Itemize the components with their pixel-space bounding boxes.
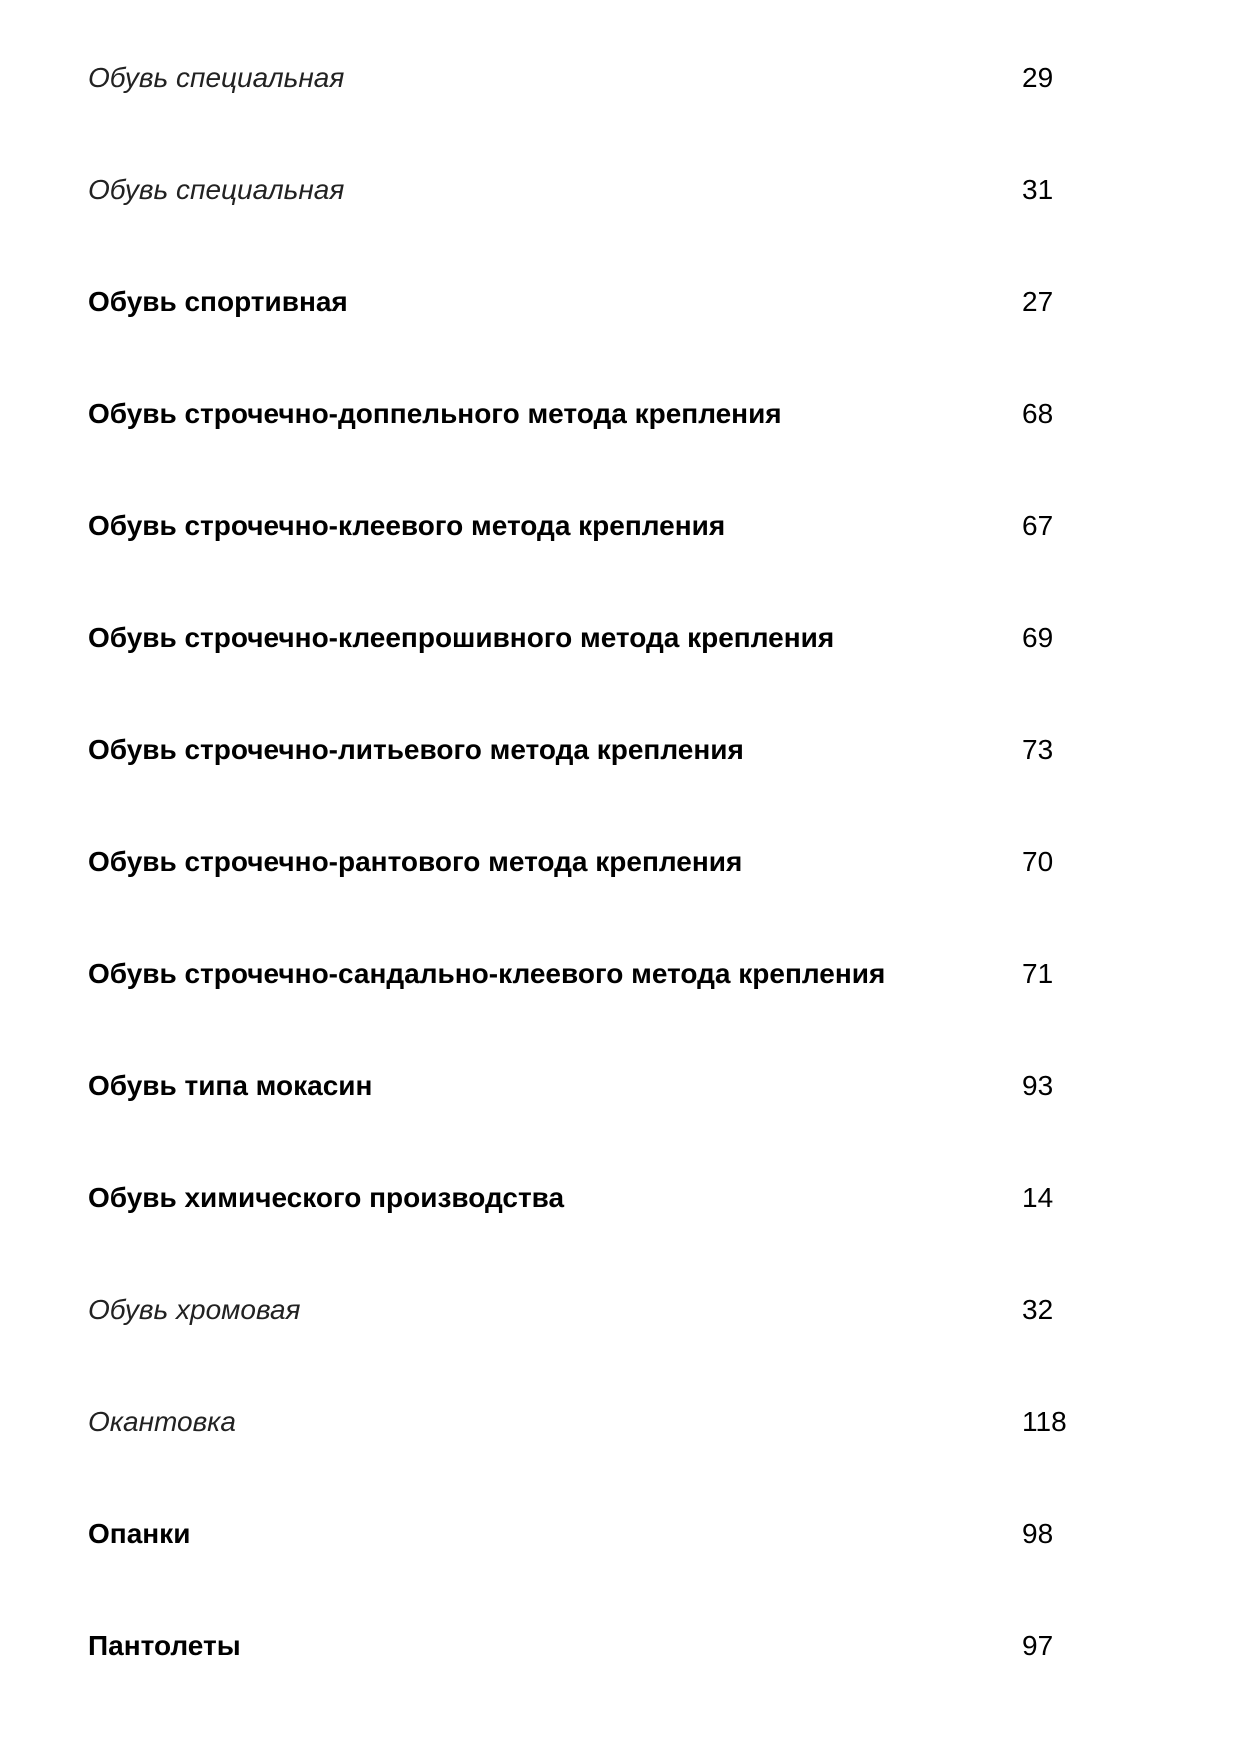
index-term: Опанки [88, 1518, 191, 1549]
index-term: Обувь специальная [88, 62, 345, 93]
index-entry [0, 506, 1240, 546]
index-term: Обувь химического производства [88, 1182, 565, 1213]
page-number: 29 [1022, 62, 1054, 93]
page-number: 32 [1022, 1294, 1054, 1325]
index-term: Обувь спортивная [88, 286, 348, 317]
page-number: 98 [1022, 1518, 1054, 1549]
page-number: 73 [1022, 734, 1054, 765]
page-number: 67 [1022, 510, 1054, 541]
index-entry [0, 1290, 1240, 1330]
index-entry [0, 394, 1240, 434]
index-term: Обувь строчечно-клеевого метода крепления [88, 510, 726, 541]
index-entry [0, 618, 1240, 658]
index-entry [0, 1514, 1240, 1554]
index-term: Обувь хромовая [88, 1294, 301, 1325]
index-term: Окантовка [88, 1406, 236, 1437]
index-entry [0, 842, 1240, 882]
page-number: 69 [1022, 622, 1054, 653]
index-entry [0, 1402, 1240, 1442]
page-number: 14 [1022, 1182, 1054, 1213]
index-entry [0, 58, 1240, 98]
index-term: Пантолеты [88, 1630, 241, 1661]
page-number: 68 [1022, 398, 1054, 429]
index-entry [0, 1066, 1240, 1106]
page-number: 71 [1022, 958, 1054, 989]
index-entry [0, 1178, 1240, 1218]
index-term: Обувь строчечно-сандально-клеевого метода крепления [88, 958, 886, 989]
index-term: Обувь специальная [88, 174, 345, 205]
index-entry [0, 730, 1240, 770]
index-term: Обувь строчечно-рантового метода крепления [88, 846, 743, 877]
index-term: Обувь типа мокасин [88, 1070, 373, 1101]
page-number: 93 [1022, 1070, 1054, 1101]
page-number: 27 [1022, 286, 1054, 317]
index-entry [0, 1626, 1240, 1666]
index-term: Обувь строчечно-литьевого метода крепления [88, 734, 744, 765]
page-number: 97 [1022, 1630, 1054, 1661]
index-entry [0, 282, 1240, 322]
index-entry [0, 170, 1240, 210]
index-term: Обувь строчечно-доппельного метода крепления [88, 398, 782, 429]
index-entry [0, 954, 1240, 994]
page-number: 31 [1022, 174, 1054, 205]
page-number: 118 [1022, 1406, 1067, 1437]
page-number: 70 [1022, 846, 1054, 877]
index-term: Обувь строчечно-клеепрошивного метода крепления [88, 622, 835, 653]
